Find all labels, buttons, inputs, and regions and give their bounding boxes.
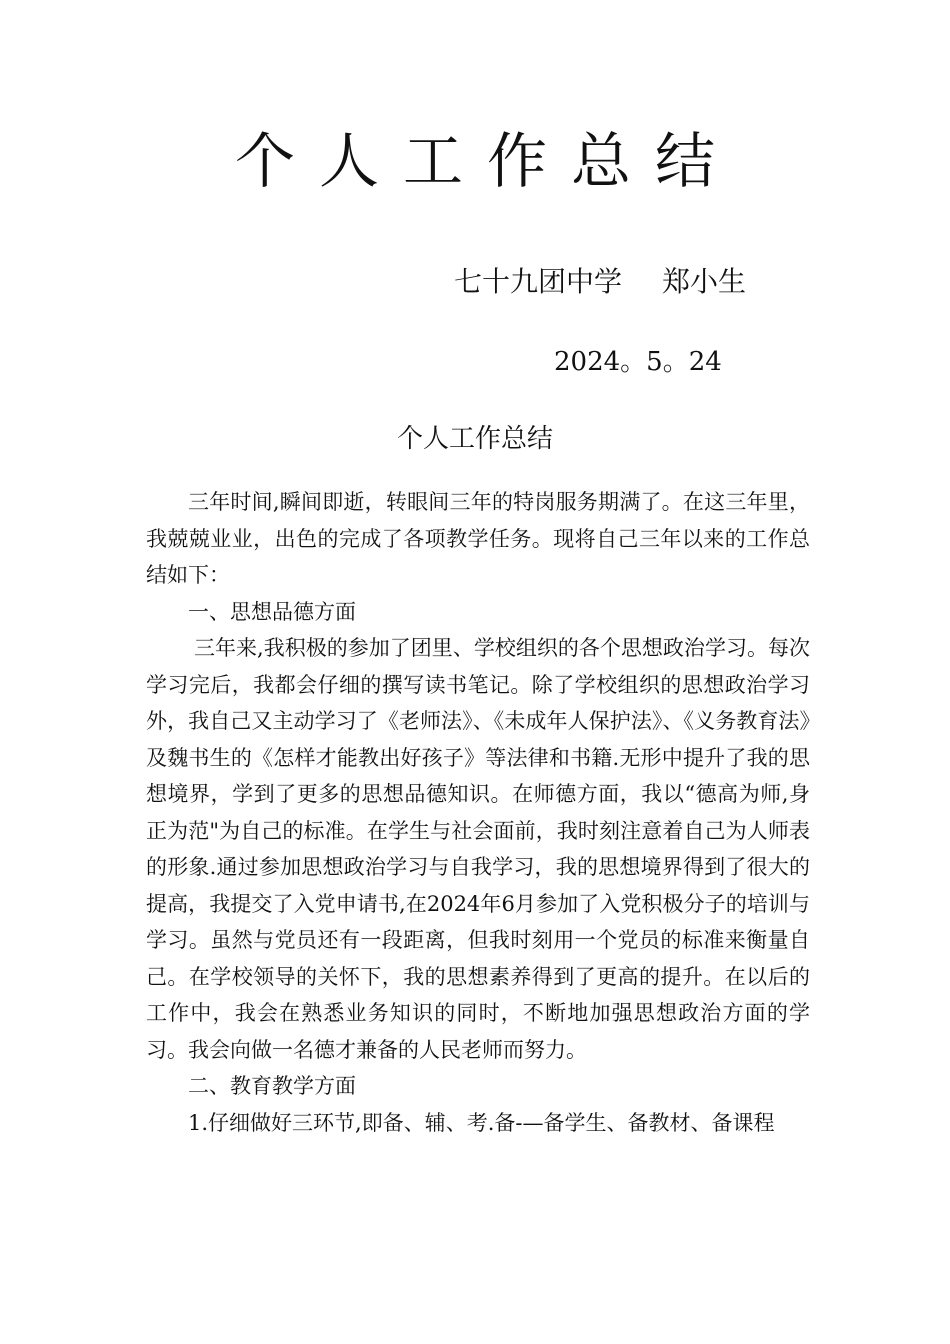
document-date: 2024。5。24 (554, 347, 722, 377)
author-school: 七十九团中学 (454, 265, 623, 298)
paragraph-teaching-1: 1.仔细做好三环节,即备、辅、考.备-—备学生、备教材、备课程 (188, 1110, 775, 1135)
paragraph-moral: 三年来,我积极的参加了团里、学校组织的各个思想政治学习。每次学习完后，我都会仔细的撰写读书笔记。除了学校组织的思想政治学习外，我自己又主动学习了《老师法》、《未成年人保护法》、《义务教育法》及魏书生的《怎样才能教出好孩子》等法律和书籍.无形中提升了我的思想境界，学到了更多的思想品德知识。在师德方面，我以“德高为师,身正为范"为自己的标准。在学生与社会面前，我时刻注意着自己为人师表的形象.通过参加思想政治学习与自我学习，我的思想境界得到了很大的提高，我提交了入党申请书,在2024年6月参加了入党积极分子的培训与学习。虽然与党员还有一段距离，但我时刻用一个党员的标准来衡量自己。在学校领导的关怀下，我的思想素养得到了更高的提升。在以后的工作中，我会在熟悉业务知识的同时，不断地加强思想政治方面的学习。我会向做一名德才兼备的人民老师而努力。 (146, 636, 810, 1062)
author-line (454, 262, 746, 302)
document-title: 个人工作总结 (235, 127, 739, 197)
section-heading-teaching: 二、教育教学方面 (188, 1074, 356, 1098)
author-name: 郑小生 (662, 265, 747, 298)
section-heading-moral: 一、思想品德方面 (188, 599, 356, 624)
document-subtitle: 个人工作总结 (396, 424, 553, 454)
paragraph-intro: 三年时间,瞬间即逝，转眼间三年的特岗服务期满了。在这三年里，我兢兢业业，出色的完成了各项教学任务。现将自己三年以来的工作总结如下： (146, 490, 810, 587)
document-body (146, 484, 810, 1141)
